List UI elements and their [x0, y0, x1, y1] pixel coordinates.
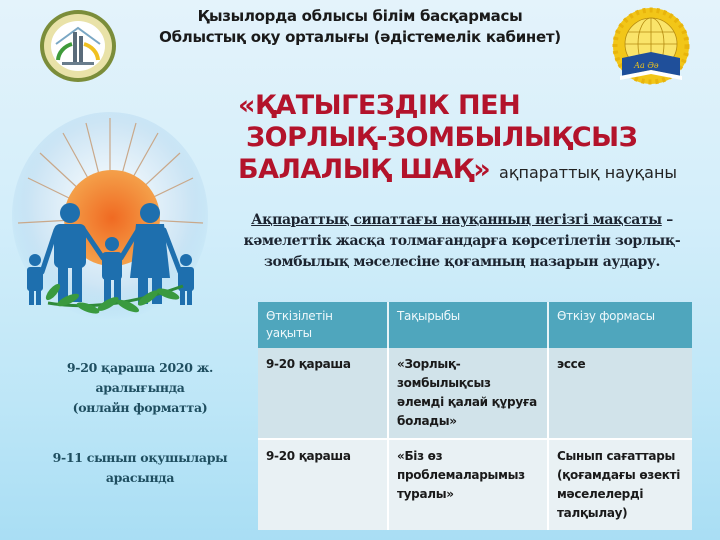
cell-time: 9-20 қараша — [258, 348, 388, 439]
goal-line3: зомбылық мәселесіне қоғамның назарын аудару. — [264, 254, 660, 270]
header-time: Өткізілетін уақыты — [258, 302, 388, 348]
cell-format: эссе — [548, 348, 692, 439]
regional-emblem-icon — [38, 8, 118, 84]
cell-topic: «Біз өз проблемаларымыз туралы» — [388, 439, 548, 530]
svg-text:Аа Әә: Аа Әә — [634, 61, 659, 70]
book-globe-emblem-icon — [604, 6, 698, 86]
header-department: Облыстық оқу орталығы (әдістемелік кабинет) — [159, 28, 561, 46]
event-audience — [30, 448, 250, 488]
audience-suffix: арасында — [105, 470, 175, 485]
event-period — [30, 358, 250, 418]
goal-line1 — [232, 210, 692, 231]
table-header-row — [258, 302, 692, 348]
table-row — [258, 348, 692, 439]
header-organization: Қызылорда облысы білім басқармасы — [197, 7, 523, 25]
event-between: аралығында — [95, 380, 185, 395]
goal-dash: – — [661, 212, 673, 228]
goal-statement — [232, 210, 692, 273]
campaign-title-line2: ЗОРЛЫҚ-ЗОМБЫЛЫҚСЫЗ — [246, 122, 638, 153]
cell-topic: «Зорлық-зомбылықсыз әлемді қалай құруға болады» — [388, 348, 548, 439]
cell-format: Сынып сағаттары (қоғамдағы өзекті мәселелерді талқылау) — [548, 439, 692, 530]
goal-line2: кәмелеттік жасқа толмағандарға көрсетілетін зорлық- — [243, 233, 681, 249]
event-format: (онлайн форматта) — [72, 400, 208, 415]
campaign-title-line3-wrap — [238, 154, 677, 189]
goal-label: Ақпараттық сипаттағы науқанның негізгі мақсаты — [251, 212, 662, 228]
audience-grades: 9-11 сынып оқушылары — [52, 450, 228, 465]
header-format: Өткізу формасы — [548, 302, 692, 348]
cell-time: 9-20 қараша — [258, 439, 388, 530]
family-sun-illustration-icon — [8, 108, 213, 323]
event-dates: 9-20 қараша 2020 ж. — [66, 360, 214, 375]
header-topic: Тақырыбы — [388, 302, 548, 348]
table-row — [258, 439, 692, 530]
campaign-title-line3: БАЛАЛЫҚ ШАҚ» — [238, 154, 491, 185]
events-table — [258, 302, 692, 530]
campaign-title-line1: «ҚАТЫГЕЗДІК ПЕН — [238, 90, 521, 121]
campaign-subtitle: ақпараттық науқаны — [499, 163, 678, 182]
